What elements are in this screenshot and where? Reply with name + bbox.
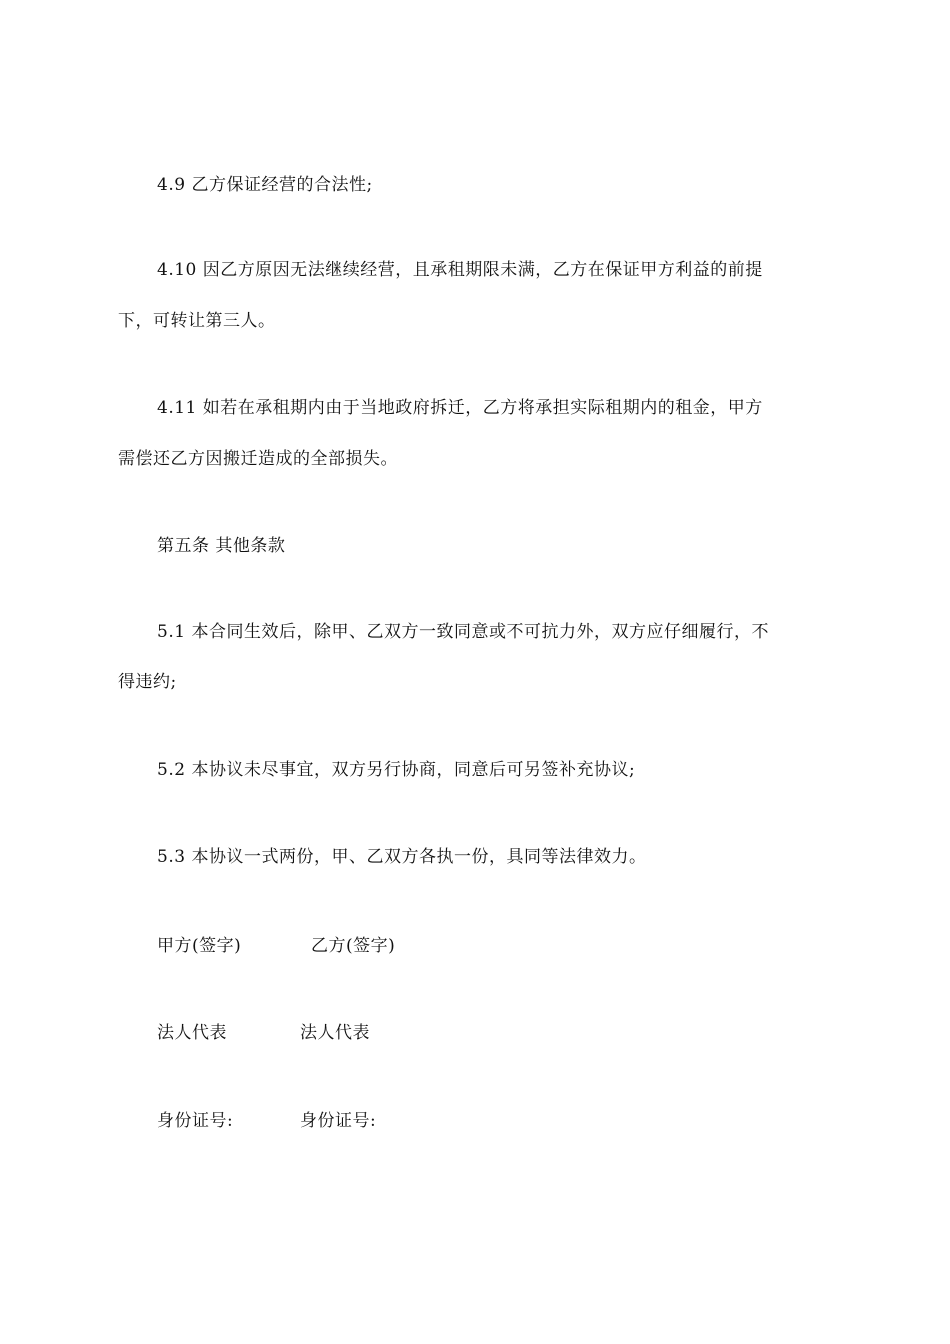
clause-text: 本协议一式两份，甲、乙双方各执一份，具同等法律效力。 bbox=[191, 847, 647, 867]
clause-text: 如若在承租期内由于当地政府拆迁，乙方将承担实际租期内的租金，甲方 bbox=[202, 398, 763, 418]
clause-number: 4.11 bbox=[157, 398, 197, 418]
clause-number: 5.3 bbox=[157, 847, 186, 867]
clause-4-10 bbox=[157, 262, 877, 279]
clause-5-1-continued: 得违约; bbox=[118, 672, 177, 692]
clause-number: 4.9 bbox=[157, 175, 186, 195]
clause-number: 4.10 bbox=[157, 260, 197, 280]
party-b-id-label: 身份证号: bbox=[300, 1111, 377, 1131]
clause-number: 5.2 bbox=[157, 760, 186, 780]
clause-5-2 bbox=[157, 762, 877, 779]
signature-row bbox=[157, 938, 877, 955]
party-b-signature-label: 乙方(签字) bbox=[311, 936, 396, 956]
clause-4-11 bbox=[157, 400, 877, 417]
party-a-representative-label: 法人代表 bbox=[157, 1023, 227, 1043]
party-a-id-label: 身份证号: bbox=[157, 1111, 234, 1131]
clause-text: 本合同生效后，除甲、乙双方一致同意或不可抗力外，双方应仔细履行，不 bbox=[191, 622, 769, 642]
id-number-row bbox=[157, 1113, 877, 1130]
clause-4-9 bbox=[157, 177, 877, 194]
clause-text: 本协议未尽事宜，双方另行协商，同意后可另签补充协议; bbox=[191, 760, 636, 780]
legal-representative-row bbox=[157, 1025, 877, 1042]
clause-5-1 bbox=[157, 624, 877, 641]
party-a-signature-label: 甲方(签字) bbox=[157, 936, 242, 956]
party-b-representative-label: 法人代表 bbox=[300, 1023, 370, 1043]
section-heading: 第五条 其他条款 bbox=[157, 536, 286, 556]
clause-number: 5.1 bbox=[157, 622, 186, 642]
clause-5-3 bbox=[157, 849, 877, 866]
clause-text: 乙方保证经营的合法性; bbox=[191, 175, 373, 195]
clause-4-11-continued: 需偿还乙方因搬迁造成的全部损失。 bbox=[118, 449, 398, 469]
clause-4-10-continued: 下，可转让第三人。 bbox=[118, 311, 276, 331]
clause-text: 因乙方原因无法继续经营，且承租期限未满，乙方在保证甲方利益的前提 bbox=[202, 260, 763, 280]
